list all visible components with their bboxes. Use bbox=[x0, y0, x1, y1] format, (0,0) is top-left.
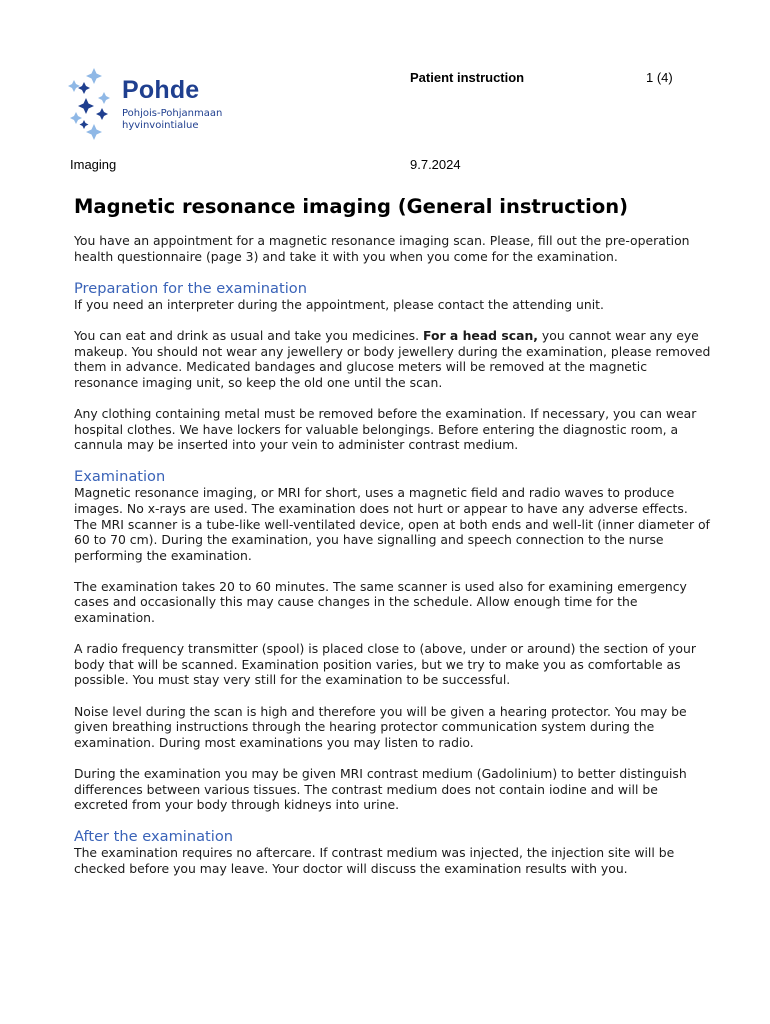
preparation-p2-text-a: You can eat and drink as usual and take you medicines. bbox=[74, 327, 424, 343]
examination-paragraph-5: During the examination you may be given MRI contrast medium (Gadolinium) to better distinguish differences between various tissues. The contrast medium does not contain iodine and will be excreted from your body through kidneys into urine. bbox=[74, 766, 687, 813]
department: Imaging bbox=[70, 157, 117, 172]
preparation-p2-bold: For a head scan, bbox=[423, 327, 538, 343]
intro-paragraph: You have an appointment for a magnetic resonance imaging scan. Please, fill out the pre-operation health questionnaire (page 3) and take it with you when you come for the examination. bbox=[74, 233, 690, 264]
document-type: Patient instruction bbox=[410, 70, 525, 85]
pohde-logo bbox=[68, 68, 238, 140]
examination-paragraph-2: The examination takes 20 to 60 minutes. The same scanner is used also for examining emergency cases and occasionally this may cause changes in the schedule. Allow enough time for the examination. bbox=[74, 578, 687, 626]
region-line-1: Pohjois-Pohjanmaan bbox=[122, 108, 223, 119]
examination-heading: Examination bbox=[74, 468, 166, 486]
preparation-paragraph-3: Any clothing containing metal must be removed before the examination. If necessary, you can wear hospital clothes. We have lockers for valuable belongings. Before entering the diagnostic room, a cannula may be inserted into your vein to administer contrast medium. bbox=[74, 405, 697, 453]
region-line-2: hyvinvointialue bbox=[122, 120, 199, 131]
document-body bbox=[74, 233, 714, 892]
preparation-paragraph-1: If you need an interpreter during the appointment, please contact the attending unit. bbox=[74, 296, 604, 312]
after-paragraph-1: The examination requires no aftercare. If contrast medium was injected, the injection site will be checked before you may leave. Your doctor will discuss the examination results with you. bbox=[74, 845, 675, 876]
document-date: 9.7.2024 bbox=[410, 157, 461, 172]
examination-paragraph-4: Noise level during the scan is high and therefore you will be given a hearing protector. You may be given breathing instructions through the hearing protector communication system during the examination. During most examinations you may listen to radio. bbox=[74, 703, 687, 750]
star-pattern-icon bbox=[68, 68, 118, 140]
page-title: Magnetic resonance imaging (General instruction) bbox=[74, 195, 629, 218]
examination-paragraph-3: A radio frequency transmitter (spool) is placed close to (above, under or around) the section of your body that will be scanned. Examination position varies, but we try to make you as comfortable as possible. You must stay very still for the examination to be successful. bbox=[74, 641, 696, 688]
after-heading: After the examination bbox=[74, 828, 233, 846]
preparation-p2-text-b: you cannot wear any eye makeup. You should not wear any jewellery or body jewellery during the examination, please removed them in advance. Medicated bandages and glucose meters will be removed at the magnetic resonance imaging unit, so keep the old one until the scan. bbox=[74, 327, 711, 390]
brand-name: Pohde bbox=[122, 76, 200, 104]
region-name bbox=[122, 108, 222, 132]
preparation-paragraph-2 bbox=[74, 328, 714, 390]
preparation-heading: Preparation for the examination bbox=[74, 279, 307, 297]
examination-paragraph-1: Magnetic resonance imaging, or MRI for short, uses a magnetic field and radio waves to produce images. No x-rays are used. The examination does not hurt or appear to have any adverse effects. The MRI scanner is a tube-like well-ventilated device, open at both ends and well-lit (inner diameter of 60 to 70 cm). During the examination, you have signalling and speech connection to the nurse performing the examination. bbox=[74, 485, 710, 563]
page-number: 1 (4) bbox=[646, 70, 673, 85]
